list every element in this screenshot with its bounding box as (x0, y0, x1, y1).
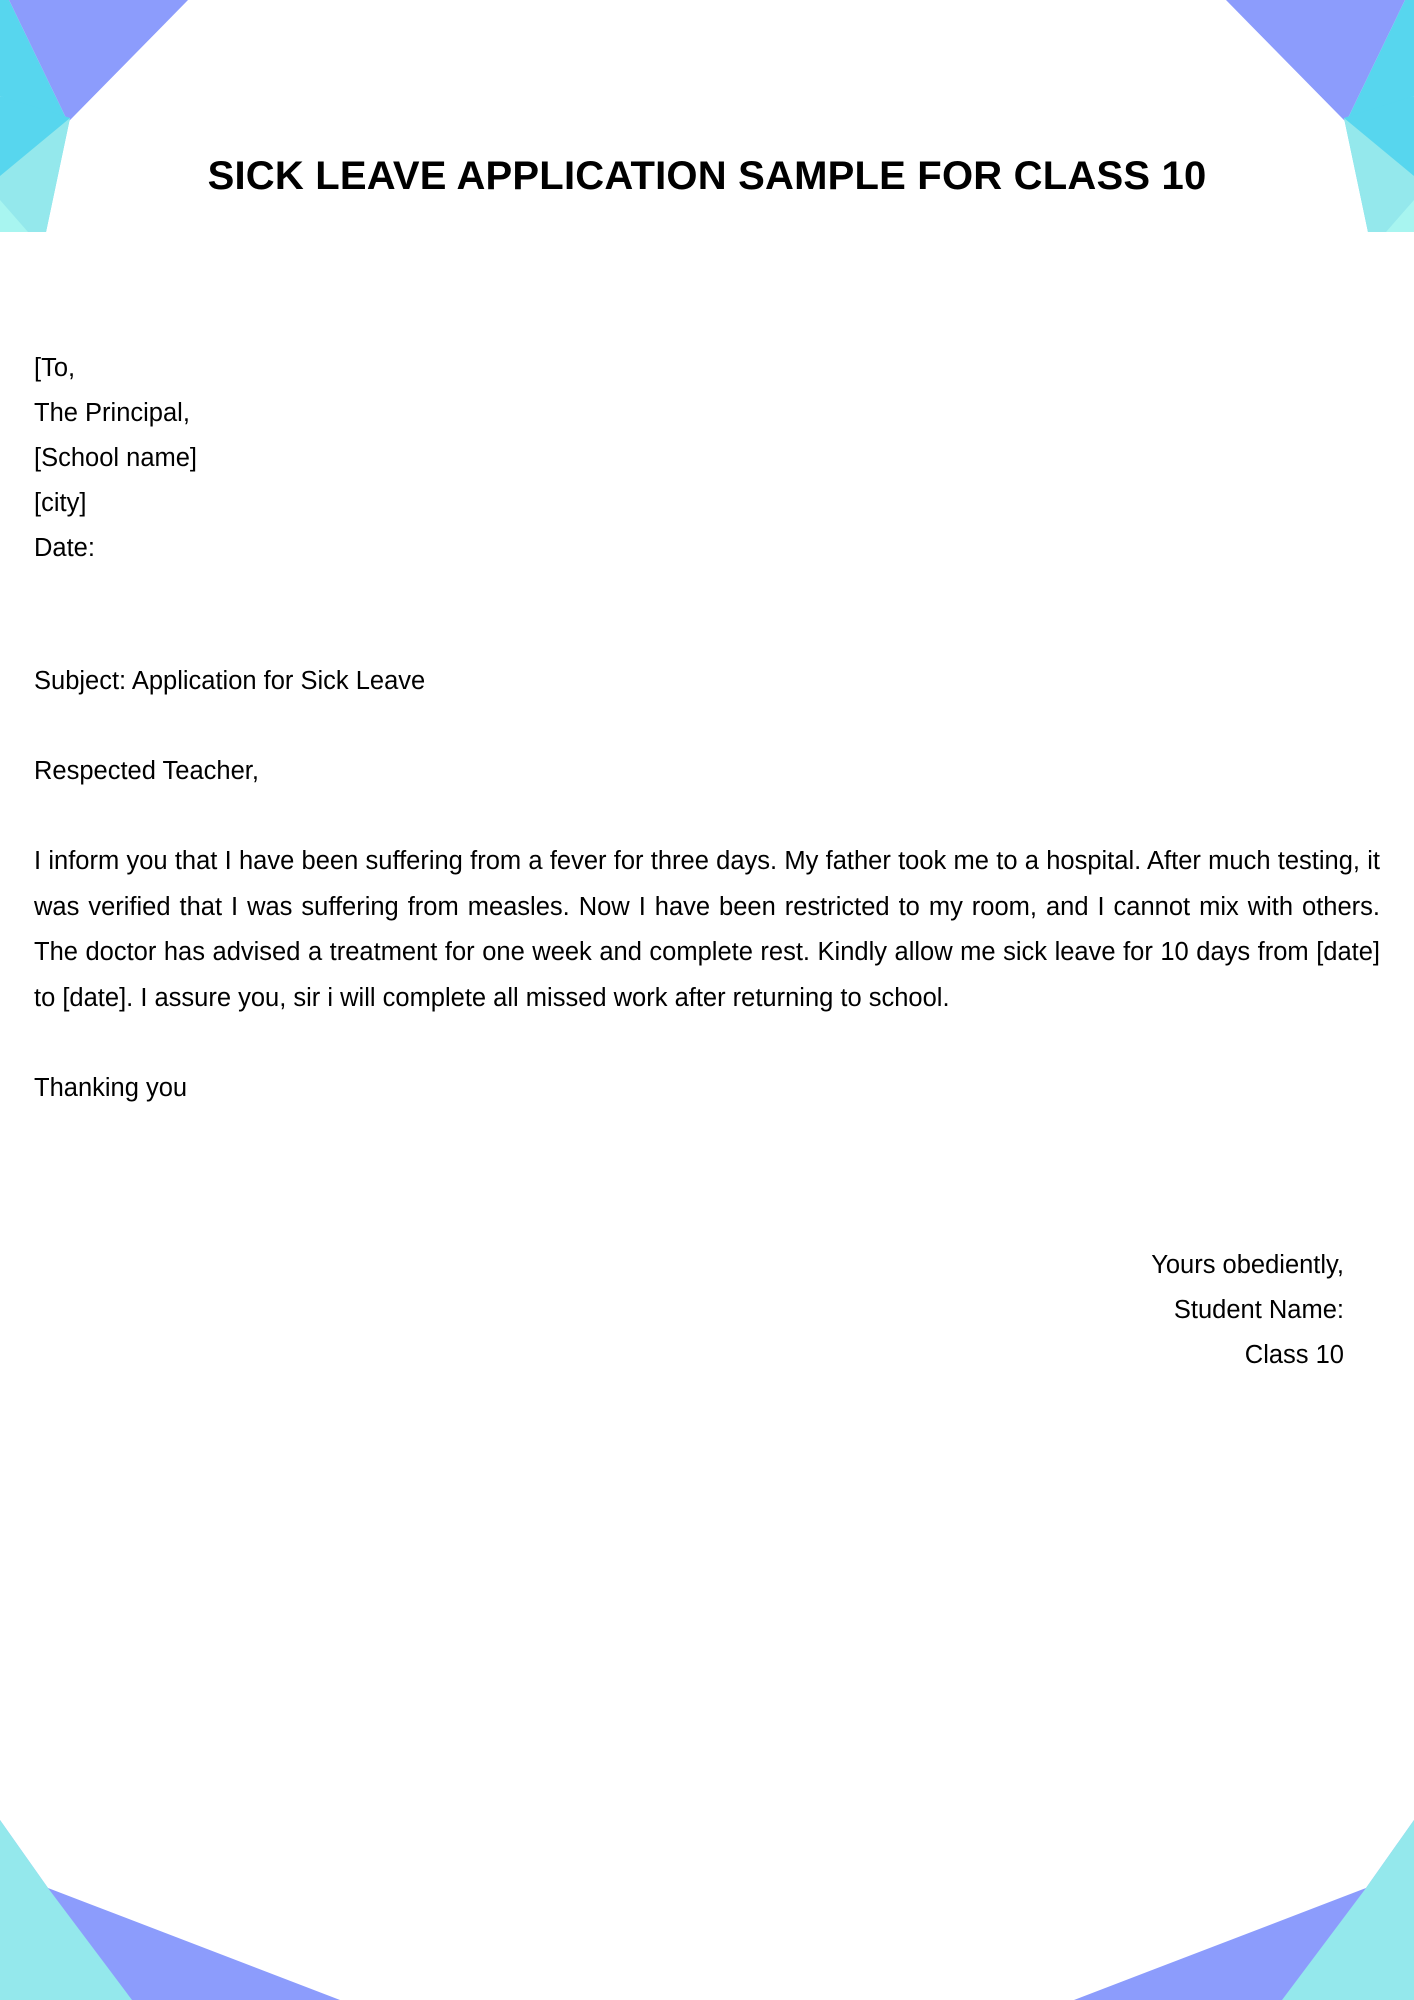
address-line-school: [School name] (34, 444, 198, 472)
body-paragraph: I inform you that I have been suffering from a fever for three days. My father took me to a hospital. After much testing, it was verified that I was suffering from measles. Now I have been restricted to my room, and I cannot mix with others. The doctor has advised a treatment for one week and complete rest. Kindly allow me sick leave for 10 days from [date] to [date]. I assure you, sir i will complete all missed work after returning to school. (34, 847, 1380, 1012)
address-block (34, 346, 1380, 571)
signature-closing: Yours obediently, (1151, 1251, 1344, 1279)
signature-class: Class 10 (1244, 1341, 1344, 1369)
page-title: SICK LEAVE APPLICATION SAMPLE FOR CLASS 10 (207, 154, 1207, 198)
address-line-to: [To, (34, 354, 76, 382)
closing-thanks: Thanking you (34, 1074, 188, 1102)
salutation: Respected Teacher, (34, 757, 259, 785)
address-line-city: [city] (34, 489, 87, 517)
subject-line: Subject: Application for Sick Leave (34, 667, 426, 695)
signature-name: Student Name: (1173, 1296, 1344, 1324)
signature-block (34, 1243, 1380, 1378)
address-line-date: Date: (34, 534, 95, 562)
address-line-recipient: The Principal, (34, 399, 190, 427)
